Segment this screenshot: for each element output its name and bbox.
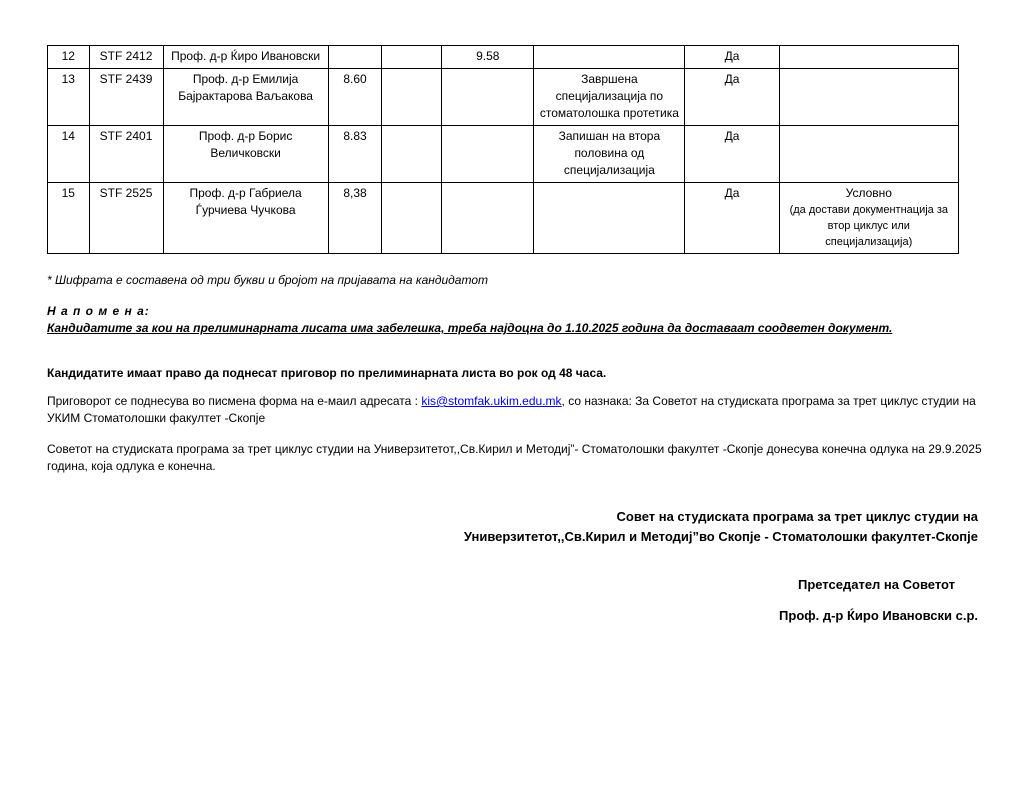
condition-cell [779,46,958,69]
submission-text-after: , со назнака: За Советот на студиската програма за трет циклус студии на УКИМ Стоматолошки факултет -Скопје [47,394,976,425]
eligible-status: Да [685,126,779,183]
remark: Завршена специјализација по стоматолошка протетика [534,69,685,126]
grade-2 [382,69,442,126]
objection-paragraph: Кандидатите имаат право да поднесат приговор по прелиминарната листа во рок од 48 часа. [47,366,607,380]
remark: Запишан на втора половина од специјализација [534,126,685,183]
grade-2 [382,183,442,254]
candidate-code: STF 2412 [89,46,163,69]
note-text: Кандидатите за кои на прелиминарната лисата има забелешка, треба најдоцна до 1.10.2025 година да доставаат соодветен документ. [47,321,893,335]
email-link[interactable]: kis@stomfak.ukim.edu.mk [421,394,562,408]
council-name-line-1: Совет на студиската програма за трет циклус студии на [616,509,978,524]
row-number: 14 [48,126,90,183]
submission-paragraph [47,393,982,427]
grade-3: 9.58 [442,46,534,69]
note-heading: Н а п о м е н а: [47,304,150,318]
grade-1 [328,46,382,69]
candidate-code: STF 2401 [89,126,163,183]
candidate-name: Проф. д-р Борис Величковски [163,126,328,183]
condition-title: Условно [845,186,892,200]
candidate-name: Проф. д-р Габриела Ѓурчиева Чучкова [163,183,328,254]
chair-title: Претседател на Советот [797,577,955,592]
submission-text-before: Приговорот се поднесува во писмена форма на е-маил адресата : [47,394,422,408]
candidate-name: Проф. д-р Емилија Бајрактарова Ваљакова [163,69,328,126]
council-decision-paragraph: Советот на студиската програма за трет циклус студии на Универзитетот,,Св.Кирил и Методиј”- Стоматолошки факултет -Скопје донесува конечна одлука на 29.9.2025 година, која одлука е конечна. [47,442,982,473]
candidate-code: STF 2439 [89,69,163,126]
eligible-status: Да [685,46,779,69]
eligible-status: Да [685,183,779,254]
table-row [48,183,959,254]
grade-1: 8.60 [328,69,382,126]
remark [534,183,685,254]
council-name-line-2: Универзитетот,,Св.Кирил и Методиј”во Скопје - Стоматолошки факултет-Скопје [463,529,978,544]
grade-3 [442,126,534,183]
condition-cell [779,126,958,183]
candidates-table [47,45,959,254]
row-number: 12 [48,46,90,69]
condition-cell [779,69,958,126]
table-row [48,126,959,183]
eligible-status: Да [685,69,779,126]
council-signature-block [464,507,978,547]
chair-name: Проф. д-р Ќиро Ивановски с.р. [779,608,978,623]
row-number: 13 [48,69,90,126]
table-row [48,69,959,126]
grade-3 [442,69,534,126]
table-row [48,46,959,69]
table-footnote: * Шифрата е составена од три букви и бројот на пријавата на кандидатот [47,273,488,287]
condition-cell [779,183,958,254]
remark [534,46,685,69]
grade-1: 8.83 [328,126,382,183]
grade-1: 8,38 [328,183,382,254]
grade-2 [382,46,442,69]
candidate-name: Проф. д-р Ќиро Ивановски [163,46,328,69]
candidate-code: STF 2525 [89,183,163,254]
condition-detail: (да достави документнација за втор циклус или специјализација) [789,204,949,248]
grade-3 [442,183,534,254]
row-number: 15 [48,183,90,254]
grade-2 [382,126,442,183]
